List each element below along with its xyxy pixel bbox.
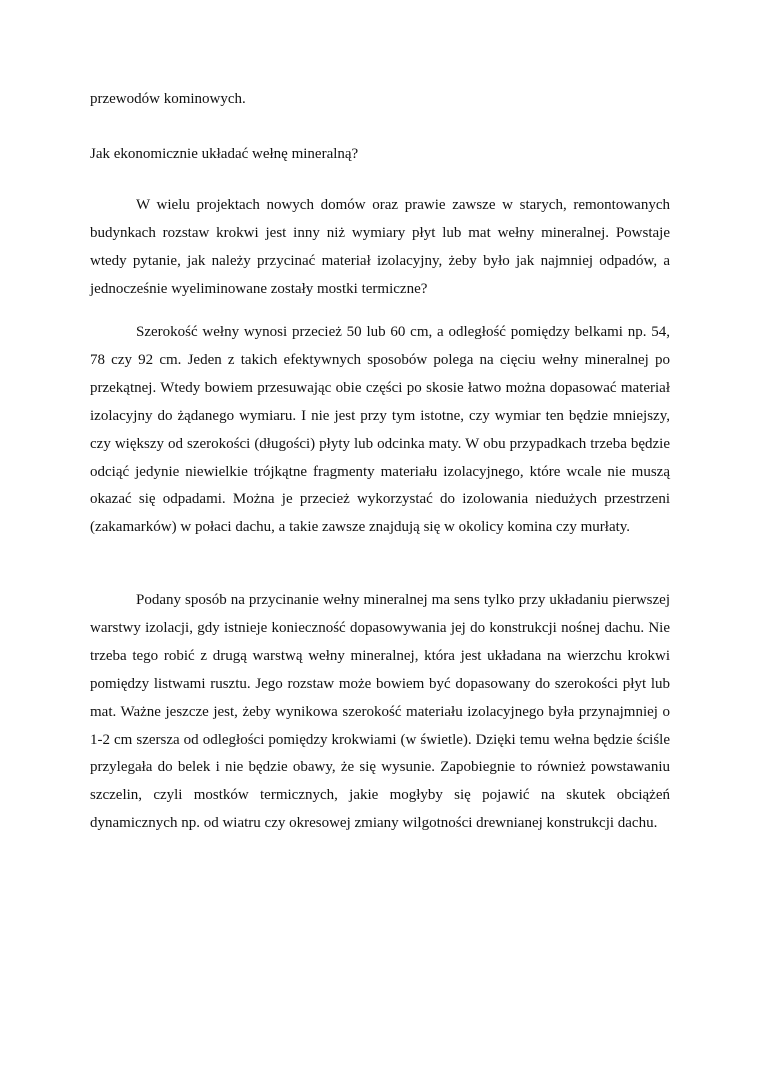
paragraph-1: W wielu projektach nowych domów oraz prawie zawsze w starych, remontowanych budynkach rozstaw krokwi jest inny niż wymiary płyt lub mat wełny mineralnej. Powstaje wtedy pytanie, jak należy przycinać materiał izolacyjny, żeby było jak najmniej odpadów, a jednocześnie wyeliminowane zostały mostki termiczne? (90, 197, 670, 297)
section-heading: Jak ekonomicznie układać wełnę mineralną? (90, 146, 359, 162)
paragraph-2: Szerokość wełny wynosi przecież 50 lub 60 cm, a odległość pomiędzy belkami np. 54, 78 czy 92 cm. Jeden z takich efektywnych sposobów polega na cięciu wełny mineralnej po przekątnej. Wtedy bowiem przesuwając obie części po skosie łatwo można dopasować materiał izolacyjny do żądanego wymiaru. I nie jest przy tym istotne, czy wymiar ten będzie mniejszy, czy większy od szerokości (długości) płyty lub odcinka maty. W obu przypadkach trzeba będzie odciąć jedynie niewielkie trójkątne fragmenty materiału izolacyjnego, które wcale nie muszą okazać się odpadami. Można je przecież wykorzystać do izolowania niedużych przestrzeni (zakamarków) w połaci dachu, a takie zawsze znajdują się w okolicy komina czy murłaty. (90, 324, 670, 536)
continuation-line: przewodów kominowych. (90, 91, 246, 107)
paragraph-3: Podany sposób na przycinanie wełny mineralnej ma sens tylko przy układaniu pierwszej warstwy izolacji, gdy istnieje konieczność dopasowywania jej do konstrukcji nośnej dachu. Nie trzeba tego robić z drugą warstwą wełny mineralnej, która jest układana na wierzchu krokwi pomiędzy listwami rusztu. Jego rozstaw może bowiem być dopasowany do szerokości płyt lub mat. Ważne jeszcze jest, żeby wynikowa szerokość materiału izolacyjnego była przynajmniej o 1-2 cm szersza od odległości pomiędzy krokwiami (w świetle). Dzięki temu wełna będzie ściśle przylegała do belek i nie będzie obawy, że się wysunie. Zapobiegnie to również powstawaniu szczelin, czyli mostków termicznych, jakie mogłyby się pojawić na skutek obciążeń dynamicznych np. od wiatru czy okresowej zmiany wilgotności drewnianej konstrukcji dachu. (90, 592, 670, 832)
